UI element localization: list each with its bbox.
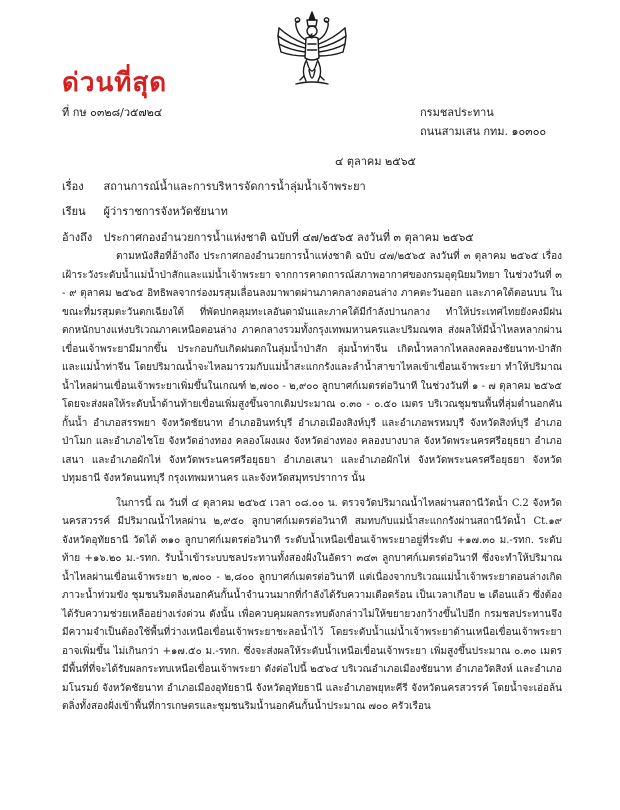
subject-line <box>62 177 366 195</box>
letter-date: ๔ ตุลาคม ๒๕๖๕ <box>335 155 416 168</box>
letter-body <box>62 248 562 717</box>
body-paragraph-1: ตามหนังสือที่อ้างถึง ประกาศกองอำนวยการน้ำแห่งชาติ ฉบับ ๔๗/๒๕๖๕ ลงวันที่ ๓ ตุลาคม ๒๕๖๕ เรื่อง เฝ้าระวังระดับน้ำแม่น้ำป่าสักและแม่น้ำเจ้าพระยา จากการคาดการณ์สภาพอากาศของกรมอุตุนิยมวิทยา ในช่วงวันที่ ๓ - ๙ ตุลาคม ๒๕๖๕ อิทธิพลจากร่องมรสุมเลื่อนลงมาพาดผ่านภาคกลางตอนล่าง ภาคตะวันออก และภาคใต้ตอนบน ในขณะที่มรสุมตะวันตกเฉียงใต้ ที่พัดปกคลุมทะเลอันดามันและภาคใต้มีกำลังปานกลาง ทำให้ประเทศไทยยังคงมีฝนตกหนักบางแห่งบริเวณภาคเหนือตอนล่าง ภาคกลางรวมทั้งกรุงเทพมหานครและปริมณฑล ส่งผลให้มีน้ำไหลหลากผ่านเขื่อนเจ้าพระยามีมากขึ้น ประกอบกับเกิดฝนตกในลุ่มน้ำป่าสัก ลุ่มน้ำท่าจีน เกิดน้ำหลากไหลลงคลองชัยนาท-ป่าสัก และแม่น้ำท่าจีน โดยปริมาณน้ำจะไหลมารวมกับแม่น้ำสะแกกรังและลำน้ำสาขาไหลเข้าเขื่อนเจ้าพระยา ทำให้ปริมาณน้ำไหลผ่านเขื่อนเจ้าพระยาเพิ่มขึ้นในเกณฑ์ ๒,๗๐๐ - ๒,๙๐๐ ลูกบาศก์เมตรต่อวินาที ในช่วงวันที่ ๑ - ๗ ตุลาคม ๒๕๖๕ โดยจะส่งผลให้ระดับน้ำด้านท้ายเขื่อนเพิ่มสูงขึ้นจากเดิมประมาณ ๐.๓๐ - ๐.๕๐ เมตร บริเวณชุมชนพื้นที่ลุ่มต่ำนอกคันกั้นน้ำ อำเภอสรรพยา จังหวัดชัยนาท อำเภออินทร์บุรี อำเภอเมืองสิงห์บุรี และอำเภอพรหมบุรี จังหวัดสิงห์บุรี อำเภอป่าโมก และอำเภอไชโย จังหวัดอ่างทอง คลองโผงเผง จังหวัดอ่างทอง คลองบางบาล จังหวัดพระนครศรีอยุธยา อำเภอเสนา และอำเภอผักไห่ จังหวัดพระนครศรีอยุธยา อำเภอเสนา และอำเภอผักไห่ จังหวัดพระนครศรีอยุธยา จังหวัดปทุมธานี จังหวัดนนทบุรี กรุงเทพมหานคร และจังหวัดสมุทรปราการ นั้น <box>62 251 562 484</box>
recipient-label: เรียน <box>62 205 86 218</box>
garuda-emblem-icon <box>276 10 348 90</box>
urgency-stamp: ด่วนที่สุด <box>62 68 168 98</box>
document-number: ที่ กษ ๐๓๒๘/ว๕๗๒๔ <box>62 106 163 119</box>
subject-text: สถานการณ์น้ำและการบริหารจัดการน้ำลุ่มน้ำเจ้าพระยา <box>103 180 366 193</box>
recipient-line <box>62 202 228 220</box>
recipient-text: ผู้ว่าราชการจังหวัดชัยนาท <box>103 205 228 218</box>
body-paragraph-2: ในการนี้ ณ วันที่ ๔ ตุลาคม ๒๕๖๕ เวลา ๐๘.๐๐ น. ตรวจวัดปริมาณน้ำไหลผ่านสถานีวัดน้ำ C.2 จังหวัดนครสวรรค์ มีปริมาณน้ำไหลผ่าน ๒,๙๕๐ ลูกบาศก์เมตรต่อวินาที สมทบกับแม่น้ำสะแกกรังผ่านสถานีวัดน้ำ Ct.๑๙ จังหวัดอุทัยธานี วัดได้ ๓๑๐ ลูกบาศก์เมตรต่อวินาที ระดับน้ำเหนือเขื่อนเจ้าพระยาอยู่ที่ระดับ +๑๗.๓๐ ม.-รทก. ระดับท้าย +๑๖.๒๐ ม.-รทก. รับน้ำเข้าระบบชลประทานทั้งสองฝั่งในอัตรา ๓๔๓ ลูกบาศก์เมตรต่อวินาที ซึ่งจะทำให้ปริมาณน้ำไหลผ่านเขื่อนเจ้าพระยา ๒,๗๐๐ - ๒,๘๐๐ ลูกบาศก์เมตรต่อวินาที แต่เนื่องจากบริเวณแม่น้ำเจ้าพระยาตอนล่างเกิดภาวะน้ำท่วมขัง ชุมชนริมตลิ่งนอกคันกั้นน้ำจำนวนมากที่กำลังได้รับความเดือดร้อน เป็นเวลาเกือบ ๒ เดือนแล้ว ซึ่งต้องได้รับความช่วยเหลืออย่างเร่งด่วน ดังนั้น เพื่อควบคุมผลกระทบดังกล่าวไม่ให้ขยายวงกว้างขึ้นไปอีก กรมชลประทานจึงมีความจำเป็นต้องใช้พื้นที่ว่างเหนือเขื่อนเจ้าพระยาชะลอน้ำไว้ โดยระดับน้ำแม่น้ำเจ้าพระยาด้านเหนือเขื่อนเจ้าพระยาอาจเพิ่มขึ้น ไม่เกินกว่า +๑๗.๕๐ ม.-รทก. ซึ่งจะส่งผลให้ระดับน้ำเหนือเขื่อนเจ้าพระยา เพิ่มสูงขึ้นประมาณ ๐.๓๐ เมตร มีพื้นที่ที่จะได้รับผลกระทบเหนือเขื่อนเจ้าพระยา ดังต่อไปนี้ ๒๕๖๔ บริเวณอำเภอเมืองชัยนาท อำเภอวัดสิงห์ และอำเภอมโนรมย์ จังหวัดชัยนาท อำเภอเมืองอุทัยธานี จังหวัดอุทัยธานี และอำเภอพยุหะคีรี จังหวัดนครสวรรค์ โดยน้ำจะเอ่อล้นตลิ่งทั้งสองฝั่งเข้าพื้นที่การเกษตรและชุมชนริมน้ำนอกคันกั้นน้ำประมาณ ๗๐๐ ครัวเรือน <box>62 497 562 712</box>
reference-label: อ้างถึง <box>62 231 93 244</box>
issuing-agency: กรมชลประทาน <box>420 106 494 119</box>
subject-label: เรื่อง <box>62 180 84 193</box>
reference-text: ประกาศกองอำนวยการน้ำแห่งชาติ ฉบับที่ ๔๗/๒๕๖๕ ลงวันที่ ๓ ตุลาคม ๒๕๖๕ <box>103 231 474 244</box>
agency-address: ถนนสามเสน กทม. ๑๐๓๐๐ <box>420 125 547 138</box>
reference-line <box>62 228 474 246</box>
